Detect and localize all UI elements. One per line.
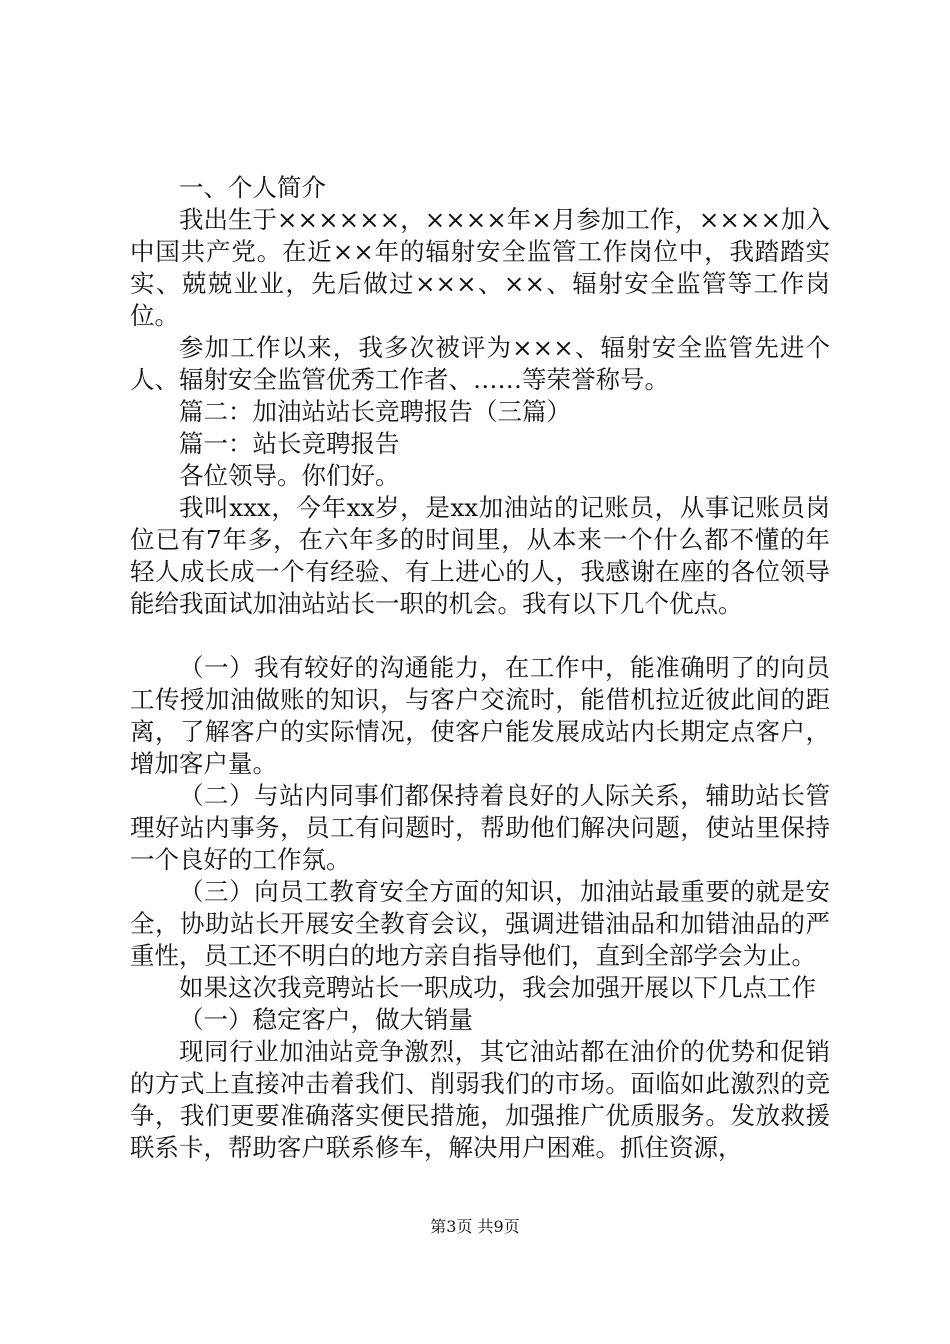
section-heading: 篇二：加油站站长竞聘报告（三篇）: [179, 397, 571, 426]
body-paragraph: 参加工作以来，我多次被评为×××、辐射安全监管先进个人、辐射安全监管优秀工作者、……等荣誉称号。: [130, 333, 830, 394]
greeting-paragraph: 各位领导。你们好。: [179, 461, 400, 490]
body-paragraph: 我叫xxx，今年xx岁，是xx加油站的记账员，从事记账员岗位已有7年多，在六年多的时间里，从本来一个什么都不懂的年轻人成长成一个有经验、有上进心的人，我感谢在座的各位领导能给我面试加油站站长一职的机会。我有以下几个优点。: [130, 493, 830, 618]
paragraph-gap: [130, 620, 830, 652]
body-paragraph: （二）与站内同事们都保持着良好的人际关系，辅助站长管理好站内事务，员工有问题时，帮助他们解决问题，使站里保持一个良好的工作氛。: [130, 781, 830, 874]
document-body: [130, 172, 830, 1164]
body-paragraph: 如果这次我竞聘站长一职成功，我会加强开展以下几点工作: [179, 973, 816, 1002]
body-paragraph: 现同行业加油站竞争激烈，其它油站都在油价的优势和促销的方式上直接冲击着我们、削弱我们的市场。面临如此激烈的竞争，我们更要准确落实便民措施，加强推广优质服务。发放救援联系卡，帮助客户联系修车，解决用户困难。抓住资源，: [130, 1037, 830, 1162]
section-heading: （一）稳定客户，做大销量: [179, 1005, 473, 1034]
body-paragraph: （一）我有较好的沟通能力，在工作中，能准确明了的向员工传授加油做账的知识，与客户交流时，能借机拉近彼此间的距离，了解客户的实际情况，使客户能发展成站内长期定点客户，增加客户量。: [130, 653, 830, 778]
section-heading: 一、个人简介: [179, 173, 326, 202]
page-number-footer: 第3页 共9页: [430, 1217, 520, 1236]
body-paragraph: （三）向员工教育安全方面的知识，加油站最重要的就是安全，协助站长开展安全教育会议，强调进错油品和加错油品的严重性，员工还不明白的地方亲自指导他们，直到全部学会为止。: [130, 877, 830, 970]
body-paragraph: 我出生于××××××，××××年×月参加工作，××××加入中国共产党。在近××年的辐射安全监管工作岗位中，我踏踏实实、兢兢业业，先后做过×××、××、辐射安全监管等工作岗位。: [130, 205, 830, 330]
section-heading: 篇一：站长竞聘报告: [179, 429, 400, 458]
